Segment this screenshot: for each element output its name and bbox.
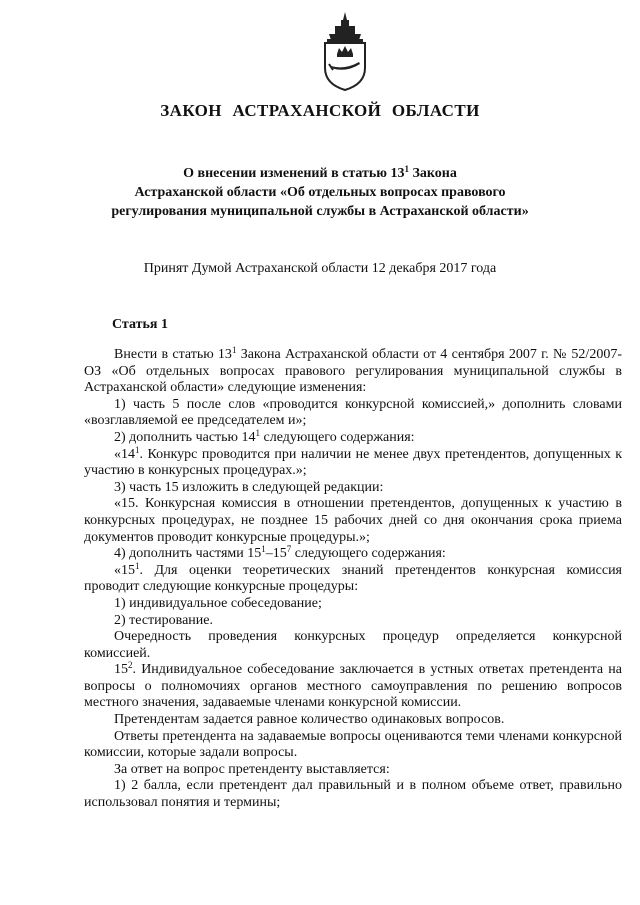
article-paragraph: $15^2$. Индивидуальное собеседование заключается в устных ответах претендента на вопросы о полномочиях органов местного самоуправления по решению вопросов местного значения, задаваемые членами конкурсной комиссии. — [84, 660, 622, 711]
article-paragraph: За ответ на вопрос претенденту выставляется: — [114, 761, 390, 777]
article-heading: Статья 1 — [112, 317, 168, 332]
article-paragraph: Очередность проведения конкурсных процедур определяется конкурсной комиссией. — [84, 629, 622, 661]
article-paragraph: «15. Конкурсная комиссия в отношении претендентов, допущенных к участию в конкурсных процедурах, не позднее 15 рабочих дней со дня окончания срока приема документов проводит конкурсные процедуры.»; — [84, 496, 622, 545]
adoption-line: Принят Думой Астраханской области 12 декабря 2017 года — [143, 261, 497, 276]
article-paragraph: «$14^1$. Конкурс проводится при наличии не менее двух претендентов, допущенных к участию в конкурсных процедурах.»; — [84, 444, 622, 479]
article-body — [84, 347, 622, 812]
article-paragraph: 1) 2 балла, если претендент дал правильный и в полном объеме ответ, правильно использовал понятия и термины; — [84, 778, 622, 811]
article-paragraph: 2) тестирование. — [114, 612, 214, 628]
article-paragraph: 2) дополнить частью $14^1$ следующего содержания: — [114, 427, 415, 445]
article-paragraph: «$15^1$. Для оценки теоретических знаний претендентов конкурсная комиссия проводит следующие конкурсные процедуры: — [84, 560, 622, 595]
article-paragraph: Претендентам задается равное количество одинаковых вопросов. — [114, 712, 505, 728]
law-subtitle: О внесении изменений в статью $13^1$ Закона Астраханской области «Об отдельных вопросах правового регулирования муниципальной службы в Астраханской области» — [111, 164, 529, 219]
law-title: ЗАКОН АСТРАХАНСКОЙ ОБЛАСТИ — [160, 101, 480, 120]
article-paragraph: 1) индивидуальное собеседование; — [114, 595, 322, 611]
coat-of-arms-icon — [313, 10, 377, 94]
article-paragraph: 1) часть 5 после слов «проводится конкурсной комиссией,» дополнить словами «возглавляемой ее председателем и»; — [84, 396, 622, 429]
article-paragraph: Внести в статью $13^1$ Закона Астраханской области от 4 сентября 2007 г. № 52/2007-ОЗ «Об отдельных вопросах правового регулирования муниципальной службы в Астраханской области» следующие изменения: — [84, 345, 622, 396]
article-paragraph: 4) дополнить частями $15^1-15^7$ следующего содержания: — [114, 544, 446, 562]
article-paragraph: Ответы претендента на задаваемые вопросы оцениваются теми членами конкурсной комиссии, которые задали вопросы. — [84, 728, 622, 761]
article-paragraph: 3) часть 15 изложить в следующей редакции: — [114, 479, 384, 495]
